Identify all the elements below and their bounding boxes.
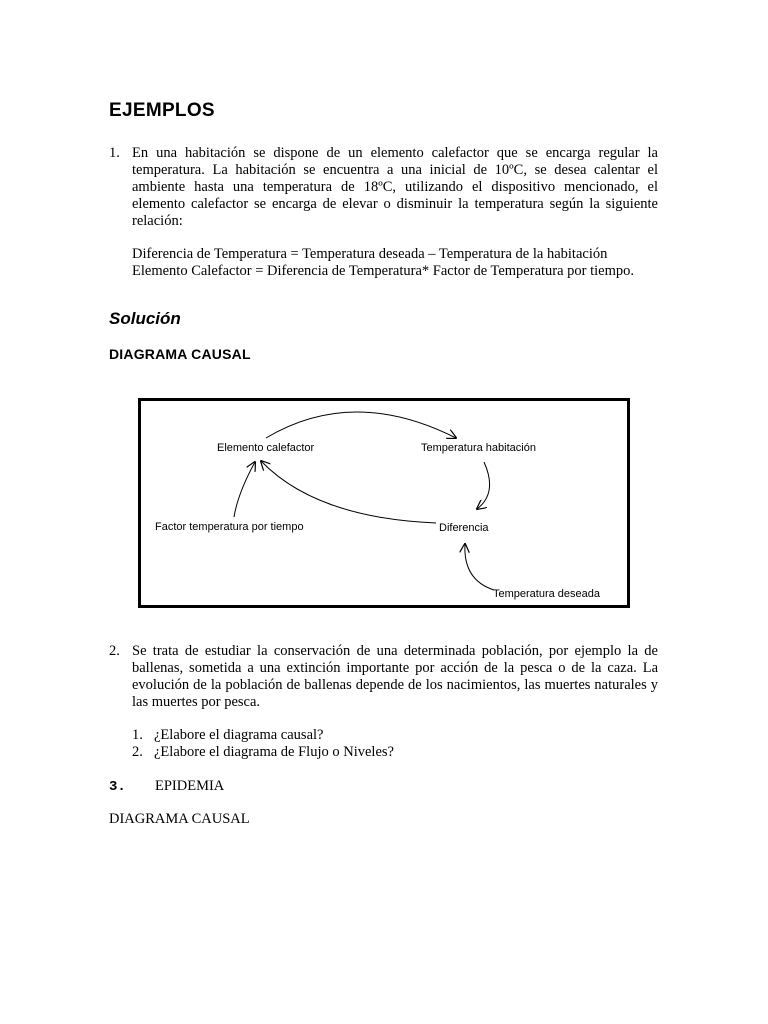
causal-diagram-heading: DIAGRAMA CAUSAL — [109, 346, 251, 362]
example-3-number: 3. — [109, 779, 126, 795]
arrow-temperatura-to-diferencia — [477, 462, 490, 509]
section-heading: EJEMPLOS — [109, 100, 215, 121]
item-text: ¿Elabore el diagrama de Flujo o Niveles? — [154, 744, 394, 760]
arrow-factor-to-elemento — [234, 462, 255, 517]
example-2-item-2 — [132, 744, 394, 761]
causal-diagram-heading-2: DIAGRAMA CAUSAL — [109, 811, 250, 827]
example-2-number: 2. — [109, 643, 120, 659]
arrow-elemento-to-temperatura — [266, 412, 456, 438]
node-elemento-calefactor: Elemento calefactor — [217, 442, 315, 454]
item-text: ¿Elabore el diagrama causal? — [154, 727, 324, 743]
arrow-diferencia-to-elemento — [261, 461, 436, 523]
node-temperatura-habitacion: Temperatura habitación — [421, 442, 536, 454]
item-number: 1. — [132, 727, 143, 743]
example-1-text: En una habitación se dispone de un elemento calefactor que se encarga regular la temperatura. La habitación se encuentra a una inicial de 10ºC, se desea calentar el ambiente hasta una temperatura de 18ºC, utilizando el dispositivo mencionado, el elemento calefactor se encarga de elevar o disminuir la temperatura según la siguiente relación: — [132, 145, 658, 229]
formula-difference: Diferencia de Temperatura = Temperatura deseada – Temperatura de la habitación — [132, 246, 608, 262]
item-number: 2. — [132, 744, 143, 760]
diagram-frame — [140, 400, 629, 607]
arrow-deseada-to-diferencia — [465, 544, 494, 590]
solution-heading: Solución — [109, 309, 181, 328]
example-1-number: 1. — [109, 145, 120, 161]
example-2-text: Se trata de estudiar la conservación de una determinada población, por ejemplo la de ballenas, sometida a una extinción importante por acción de la pesca o de la caza. La evolución de la población de ballenas depende de los nacimientos, las muertes naturales y las muertes por pesca. — [132, 643, 658, 710]
formula-heater: Elemento Calefactor = Diferencia de Temperatura* Factor de Temperatura por tiempo. — [132, 263, 635, 279]
causal-diagram — [138, 398, 630, 608]
node-factor-temperatura: Factor temperatura por tiempo — [155, 521, 304, 533]
example-2-item-1 — [132, 727, 323, 744]
example-3-label: EPIDEMIA — [155, 778, 225, 794]
node-temperatura-deseada: Temperatura deseada — [493, 588, 601, 600]
node-diferencia: Diferencia — [439, 522, 489, 534]
